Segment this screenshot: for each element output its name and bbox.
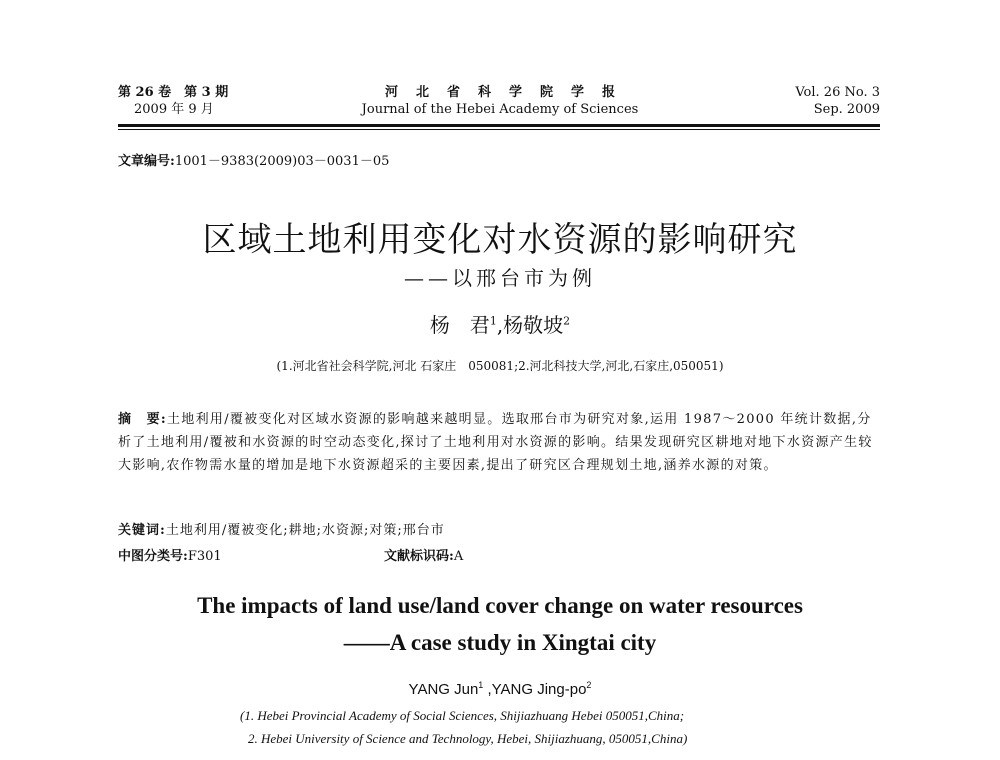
keywords-text: 土地利用/覆被变化;耕地;水资源;对策;邢台市 [165,523,445,538]
classification [118,545,222,564]
article-number-label: 文章编号: [118,154,175,169]
author-2-sup: 2 [563,314,571,328]
document-code-label: 文献标识码: [384,549,454,564]
title-cn: 区域土地利用变化对水资源的影响研究 [202,220,798,260]
subtitle-cn: ——以邢台市为例 [404,266,596,290]
abstract-label: 摘 要: [118,412,167,427]
document-code [384,545,463,564]
journal-name-cn: 河北省科学院学报 [384,85,633,100]
header-rule-thin [118,129,880,130]
title-en-line-1: The impacts of land use/land cover change on water resources [197,593,803,618]
authors-cn [0,309,1000,338]
date-en: Sep. 2009 [813,102,880,117]
abstract-text: 土地利用/覆被变化对区域水资源的影响越来越明显。选取邢台市为研究对象,运用 1987～2000 年统计数据,分析了土地利用/覆被和水资源的时空动态变化,探讨了土地利用对水资源的影响。结果发现研究区耕地对地下水资源产生较大影响,农作物需水量的增加是地下水资源超采的主要因素,提出了研究区合理规划土地,涵养水源的对策。 [118,412,873,473]
author-1-cn: 杨 君 [429,313,490,337]
affiliation-cn: (1.河北省社会科学院,河北 石家庄 050081;2.河北科技大学,河北,石家庄,050051) [276,359,724,373]
volume-issue-en: Vol. 26 No. 3 [795,85,880,100]
article-number [118,150,389,169]
affiliation-en-2: 2. Hebei University of Science and Technology, Hebei, Shijiazhuang, 050051,China) [248,731,688,746]
journal-name-en: Journal of the Hebei Academy of Sciences [361,102,639,117]
author-separator: , [496,313,504,337]
author-2-cn: 杨敬坡 [503,313,564,337]
abstract [118,408,880,477]
author-1-en: YANG Jun [408,681,479,698]
keywords [118,519,445,538]
author-2-en-sup: 2 [586,680,592,690]
author-1-sup: 1 [489,314,497,328]
article-number-value: 1001－9383(2009)03－0031－05 [174,154,390,169]
authors-en [0,680,1000,698]
header-rule-thick [118,124,880,127]
date-cn: 2009 年 9 月 [134,102,214,117]
classification-label: 中图分类号: [118,549,188,564]
author-en-separator: , [483,681,492,698]
title-en-line-2: ——A case study in Xingtai city [343,630,657,655]
classification-value: F301 [187,549,222,564]
author-2-en: YANG Jing-po [491,681,587,698]
document-code-value: A [453,549,464,564]
keywords-label: 关键词: [118,523,166,538]
affiliation-en-1: (1. Hebei Provincial Academy of Social Sciences, Shijiazhuang Hebei 050051,China; [240,708,685,723]
header-right [795,84,880,118]
volume-issue-cn: 第 26 卷 第 3 期 [118,85,229,100]
author-1-en-sup: 1 [478,680,484,690]
